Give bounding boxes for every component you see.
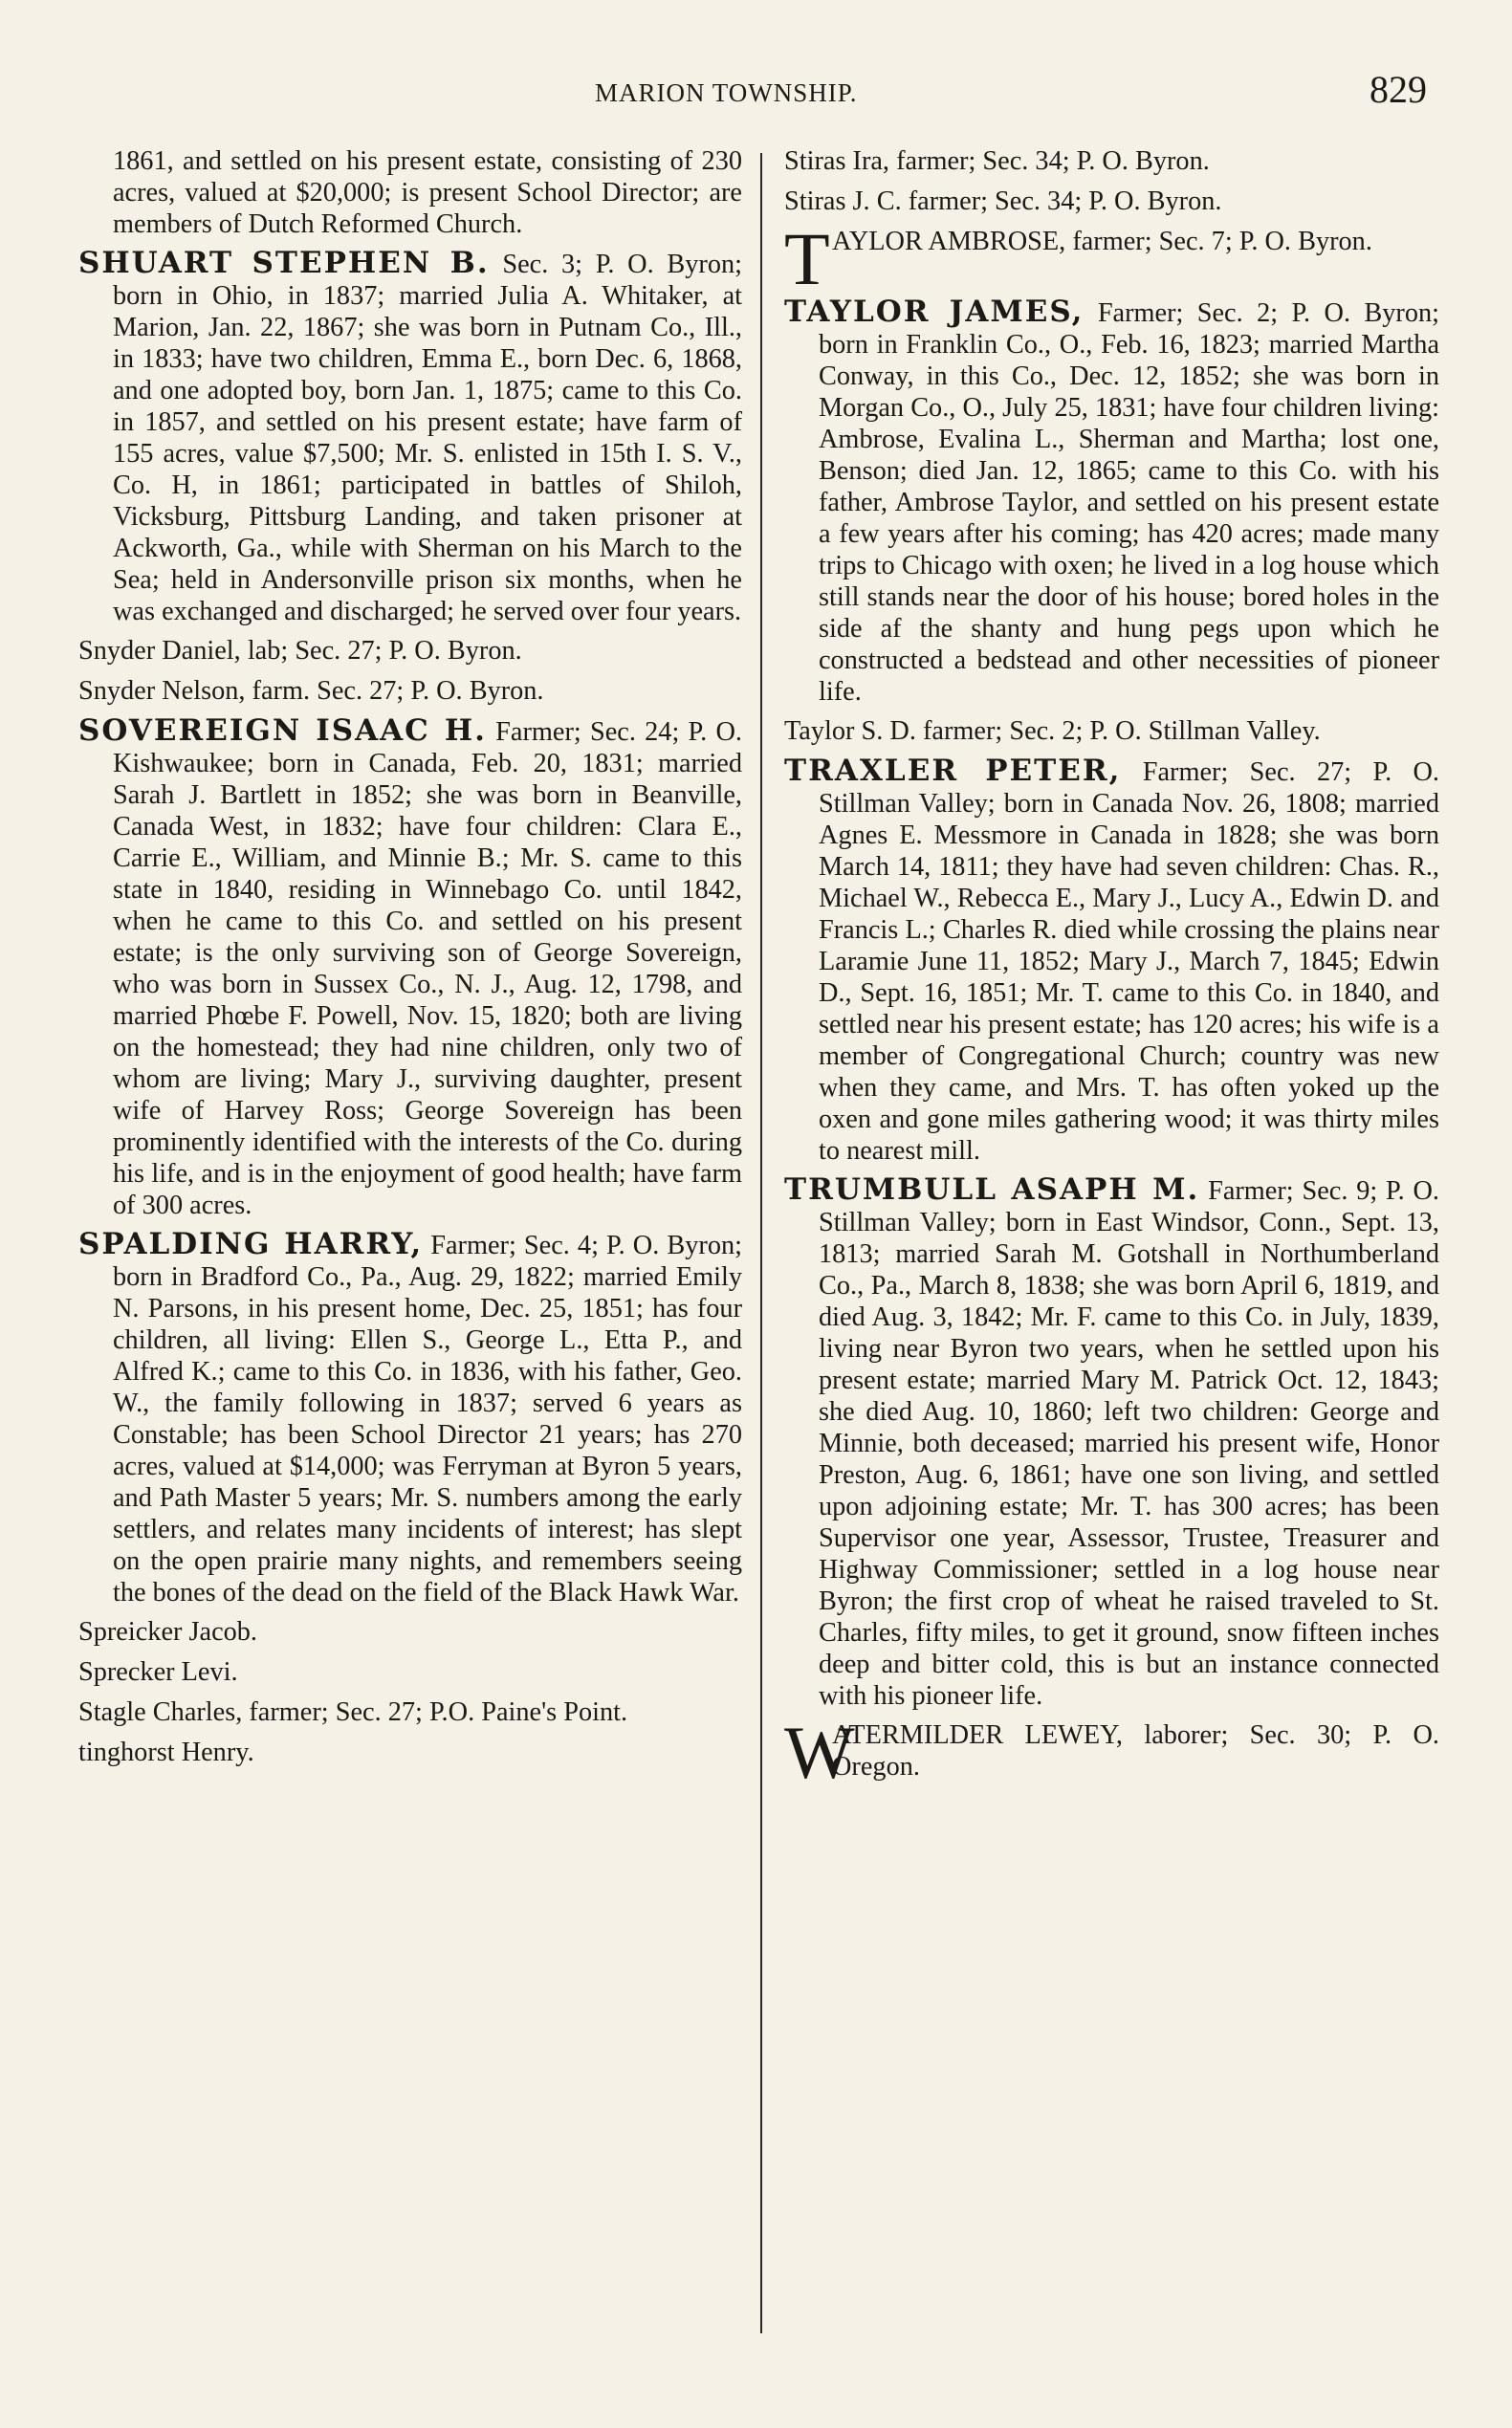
- entry-taylor-ambrose: [784, 217, 1439, 300]
- column-rule: [760, 153, 762, 2333]
- entry-snyder-nelson: Snyder Nelson, farm. Sec. 27; P. O. Byron.: [78, 676, 544, 706]
- page-number: 829: [1370, 68, 1427, 111]
- entry-watermilder-lewey: [784, 1711, 1439, 1794]
- entry-name: TRAXLER PETER,: [784, 754, 1122, 788]
- entry-text: Sec. 3; P. O. Byron; born in Ohio, in 1837; married Julia A. Whitaker, at Marion, Jan. 22, 1867; she was born in Putnam Co., Ill., in 1833; have two children, Emma E., born Dec. 6, 1868, and one adopted boy, born Jan. 1, 1875; came to this Co. in 1857, and settled on his present estate; have farm of 155 acres, value $7,500; Mr. S. enlisted in 15th I. S. V., Co. H, in 1861; participated in battles of Shiloh, Vicksburg, Pittsburg Landing, and taken prisoner at Ackworth, Ga., while with Sherman on his March to the Sea; held in Andersonville prison six months, when he was exchanged and discharged; he served over four years.: [113, 250, 743, 626]
- entry-tinghorst-henry: tinghorst Henry.: [78, 1738, 254, 1767]
- entry-sprecker-levi: Sprecker Levi.: [78, 1657, 238, 1687]
- entry-taylor-james: [784, 296, 1439, 708]
- continued-entry: [78, 145, 742, 240]
- entry-name: SOVEREIGN ISAAC H.: [78, 713, 487, 748]
- entry-name: SPALDING HARRY,: [78, 1227, 424, 1261]
- entry-stagle-charles: Stagle Charles, farmer; Sec. 27; P.O. Paine's Point.: [78, 1697, 628, 1727]
- entry-name: SHUART STEPHEN B.: [78, 246, 490, 280]
- entry-trumbull-asaph: [784, 1174, 1439, 1712]
- entry-text: ATERMILDER LEWEY, laborer; Sec. 30; P. O. Oregon.: [832, 1720, 1439, 1782]
- drop-cap: T: [784, 217, 830, 300]
- entry-name: TAYLOR JAMES,: [784, 295, 1085, 329]
- entry-text: Farmer; Sec. 2; P. O. Byron; born in Franklin Co., O., Feb. 16, 1823; married Martha Conway, in this Co., Dec. 12, 1852; she was born in Morgan Co., O., July 25, 1831; have four children living: Ambrose, Evalina L., Sherman and Martha; lost one, Benson; died Jan. 12, 1865; came to this Co. with his father, Ambrose Taylor, and settled on his present estate a few years after his coming; has 420 acres; made many trips to Chicago with oxen; he lived in a log house which still stands near the door of his house; bored holes in the side af the shanty and hung pegs upon which he constructed a bedstead and other necessities of pioneer life.: [819, 298, 1440, 707]
- right-column: [784, 145, 1440, 1794]
- entry-text: AYLOR AMBROSE, farmer; Sec. 7; P. O. Byron.: [832, 227, 1372, 256]
- entry-snyder-daniel: Snyder Daniel, lab; Sec. 27; P. O. Byron.: [78, 636, 522, 666]
- left-column: [78, 145, 742, 1777]
- entry-taylor-sd: Taylor S. D. farmer; Sec. 2; P. O. Stillman Valley.: [784, 716, 1321, 746]
- entry-name: TRUMBULL ASAPH M.: [784, 1172, 1200, 1207]
- entry-text: 1861, and settled on his present estate, consisting of 230 acres, valued at $20,000; is present School Director; are members of Dutch Reformed Church.: [113, 146, 742, 239]
- entry-traxler-peter: [784, 755, 1439, 1167]
- drop-cap: W: [784, 1711, 855, 1794]
- entry-text: Farmer; Sec. 24; P. O. Kishwaukee; born in Canada, Feb. 20, 1831; married Sarah J. Bartlett in 1852; she was born in Beanville, Canada West, in 1832; have four children: Clara E., Carrie E., William, and Minnie B.; Mr. S. came to this state in 1840, residing in Winnebago Co. until 1842, when he came to this Co. and settled on his present estate; is the only surviving son of George Sovereign, who was born in Sussex Co., N. J., Aug. 12, 1798, and married Phœbe F. Powell, Nov. 15, 1820; both are living on the homestead; they had nine children, only two of whom are living; Mary J., surviving daughter, present wife of Harvey Ross; George Sovereign has been prominently identified with the interests of the Co. during his life, and is in the enjoyment of good health; have farm of 300 acres.: [113, 717, 742, 1220]
- entry-stiras-jc: Stiras J. C. farmer; Sec. 34; P. O. Byron.: [784, 186, 1222, 216]
- entry-sovereign-isaac: [78, 715, 742, 1221]
- running-head: MARION TOWNSHIP.: [595, 78, 858, 107]
- entry-spreicker-jacob: Spreicker Jacob.: [78, 1617, 257, 1647]
- entry-text: Farmer; Sec. 27; P. O. Stillman Valley; born in Canada Nov. 26, 1808; married Agnes E. Messmore in Canada in 1828; she was born March 14, 1811; they have had seven children: Chas. R., Michael W., Rebecca E., Mary J., Lucy A., Edwin D. and Francis L.; Charles R. died while crossing the plains near Laramie June 11, 1852; Mary J., March 7, 1845; Edwin D., Sept. 16, 1851; Mr. T. came to this Co. in 1840, and settled near his present estate; has 120 acres; his wife is a member of Congregational Church; country was new when they came, and Mrs. T. has often yoked up the oxen and gone miles gathering wood; it was thirty miles to nearest mill.: [819, 757, 1439, 1166]
- page-header: [0, 67, 1512, 115]
- entry-stiras-ira: Stiras Ira, farmer; Sec. 34; P. O. Byron.: [784, 146, 1210, 176]
- entry-text: Farmer; Sec. 4; P. O. Byron; born in Bradford Co., Pa., Aug. 29, 1822; married Emily N. Parsons, in his present home, Dec. 25, 1851; has four children, all living: Ellen S., George L., Etta P., and Alfred K.; came to this Co. in 1836, with his father, Geo. W., the family following in 1837; served 6 years as Constable; has been School Director 21 years; has 270 acres, valued at $14,000; was Ferryman at Byron 5 years, and Path Master 5 years; Mr. S. numbers among the early settlers, and relates many incidents of interest; has slept on the open prairie many nights, and remembers seeing the bones of the dead on the field of the Black Hawk War.: [113, 1231, 742, 1608]
- entry-shuart-stephen: [78, 248, 742, 627]
- entry-text: Farmer; Sec. 9; P. O. Stillman Valley; born in East Windsor, Conn., Sept. 13, 1813; married Sarah M. Gotshall in Northumberland Co., Pa., March 8, 1838; she was born April 6, 1819, and died Aug. 3, 1842; Mr. F. came to this Co. in July, 1839, living near Byron two years, when he settled upon his present estate; married Mary M. Patrick Oct. 12, 1843; she died Aug. 10, 1860; left two children: George and Minnie, both deceased; married his present wife, Honor Preston, Aug. 6, 1861; have one son living, and settled upon adjoining estate; Mr. T. has 300 acres; has been Supervisor one year, Assessor, Trustee, Treasurer and Highway Commissioner; settled in a log house near Byron; the first crop of wheat he raised traveled to St. Charles, fifty miles, to get it ground, snow fifteen inches deep and bitter cold, this is but an instance connected with his pioneer life.: [819, 1176, 1440, 1711]
- entry-spalding-harry: [78, 1229, 742, 1608]
